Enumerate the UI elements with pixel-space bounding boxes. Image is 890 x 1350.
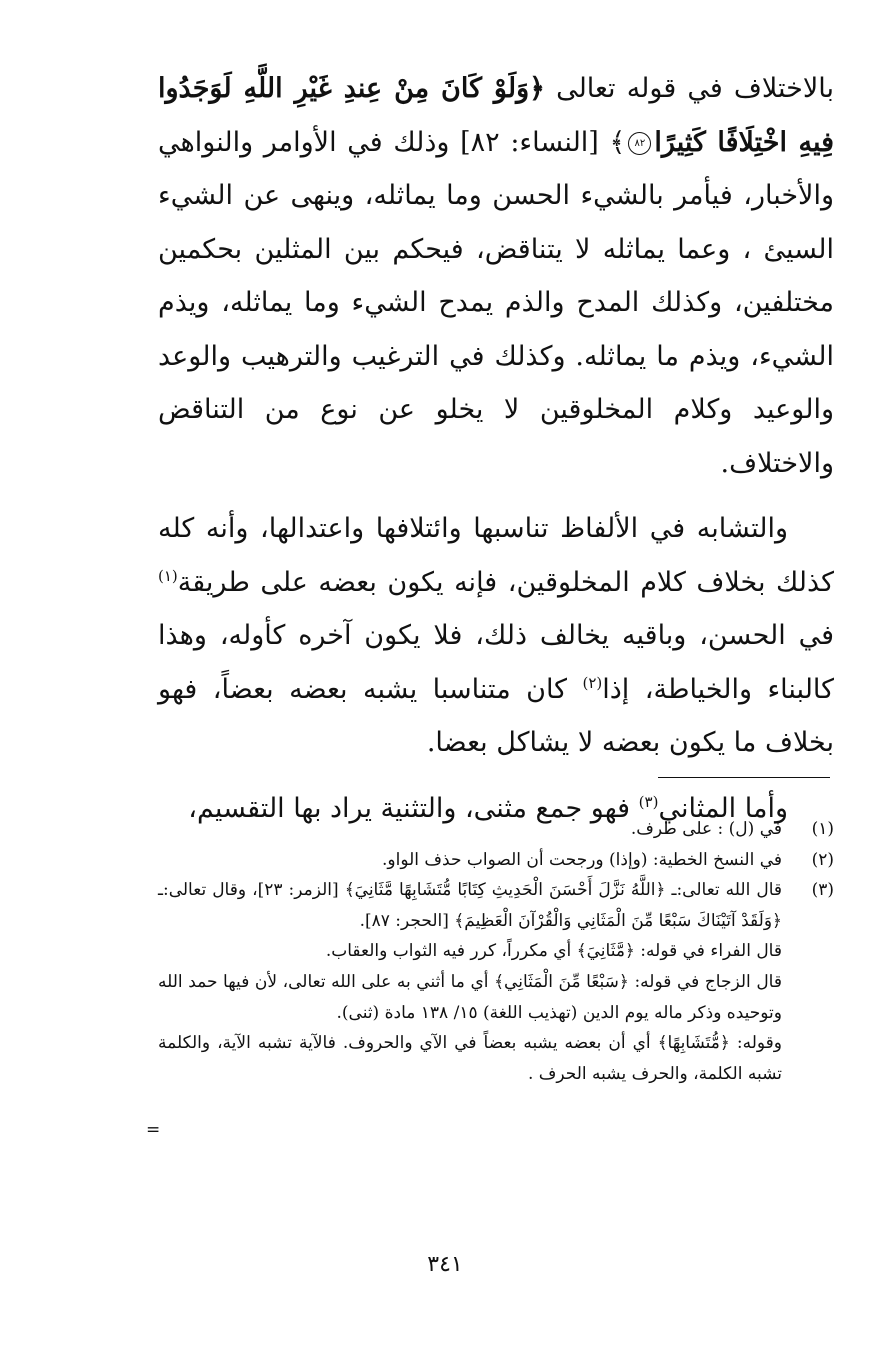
paragraph-1-intro: بالاختلاف في قوله تعالى <box>556 73 834 104</box>
footnote-text: وقوله: ﴿مُّتَشَابِهًا﴾ أي أن بعضه يشبه بعضاً في الآي والحروف. فالآية تشبه الآية، والكلمة تشبه الكلمة، والحرف يشبه الحرف . <box>158 1033 782 1084</box>
footnote-number: (١) <box>811 819 834 839</box>
paragraph-3-text-a: وأما المثاني <box>658 792 788 824</box>
paragraph-2 <box>158 502 834 770</box>
footnote-text: قال الله تعالى:ـ ﴿اللَّهُ نَزَّلَ أَحْسَنَ الْحَدِيثِ كِتَابًا مُّتَشَابِهًا مَّثَانِيَ﴾ [الزمر: ٢٣]، وقال تعالى:ـ ﴿وَلَقَدْ آتَيْنَاكَ سَبْعًا مِّنَ الْمَثَانِي وَالْقُرْآنَ الْعَظِيمَ﴾ [الحجر: ٨٧]. <box>158 880 783 931</box>
paragraph-3-text-b: فهو جمع مثنى، والتثنية يراد بها التقسيم، <box>188 792 639 824</box>
continuation-marker: = <box>146 1120 161 1140</box>
ayah-number-marker: ٨٢ <box>628 132 651 155</box>
footnote-ref-1: (١) <box>158 566 178 585</box>
footnote-number: (٢) <box>811 849 834 870</box>
footnote-text: قال الفراء في قوله: ﴿مَّثَانِيَ﴾ أي مكرراً، كرر فيه الثواب والعقاب. <box>325 941 782 962</box>
footnote-text: في النسخ الخطية: (وإذا) ورجحت أن الصواب حذف الواو. <box>381 849 782 870</box>
footnote-ref-2: (٢) <box>582 673 603 692</box>
paragraph-2-text-b: في الحسن، وباقيه يخالف ذلك، فلا يكون آخره كأوله، وهذا كالبناء والخياطة، إذا <box>158 620 834 705</box>
main-text <box>158 62 834 835</box>
paragraph-2-text-c: كان متناسبا يشبه بعضه بعضاً، فهو بخلاف ما يكون بعضه لا يشاكل بعضا. <box>158 673 834 758</box>
footnote-separator <box>658 777 830 778</box>
footnote-number: (٣) <box>811 880 834 901</box>
quran-quote: ﴿وَلَوْ كَانَ مِنْ عِندِ غَيْرِ اللَّهِ لَوَجَدُوا فِيهِ اخْتِلَافًا كَثِيرًا <box>158 73 834 158</box>
footnote-1 <box>158 814 834 845</box>
paragraph-1-body: ﴾ [النساء: ٨٢] وذلك في الأوامر والنواهي والأخبار، فيأمر بالشيء الحسن وما يماثله، وينهى عن الشيء السيئ ، وعما يماثله لا يتناقض، فيحكم بين المثلين بحكمين مختلفين، وكذلك المدح والذم يمدح الشيء وما يماثله، ويذم الشيء، ويذم ما يماثله. وكذلك في الترغيب والترهيب والوعد والوعيد وكلام المخلوقين لا يخلو عن نوع من التناقض والاختلاف. <box>158 126 834 479</box>
paragraph-1 <box>158 62 834 490</box>
footnote-3 <box>158 875 834 1089</box>
footnote-text: في (ل) : على طرف. <box>630 819 782 839</box>
paragraph-2-text-a: والتشابه في الألفاظ تناسبها وائتلافها واعتدالها، وأنه كله كذلك بخلاف كلام المخلوقين، فإنه يكون بعضه على طريقة <box>158 513 834 598</box>
page-number: ٣٤١ <box>427 1252 463 1277</box>
footnote-ref-3: (٣) <box>638 792 659 811</box>
footnote-text: قال الزجاج في قوله: ﴿سَبْعًا مِّنَ الْمَثَانِي﴾ أي ما أثني به على الله تعالى، لأن فيها حمد الله وتوحيده وذكر ماله يوم الدين (تهذيب اللغة) ١٥/ ١٣٨ مادة (ثنى). <box>158 971 782 1023</box>
footnote-2 <box>158 845 834 876</box>
footnotes <box>158 814 834 1089</box>
